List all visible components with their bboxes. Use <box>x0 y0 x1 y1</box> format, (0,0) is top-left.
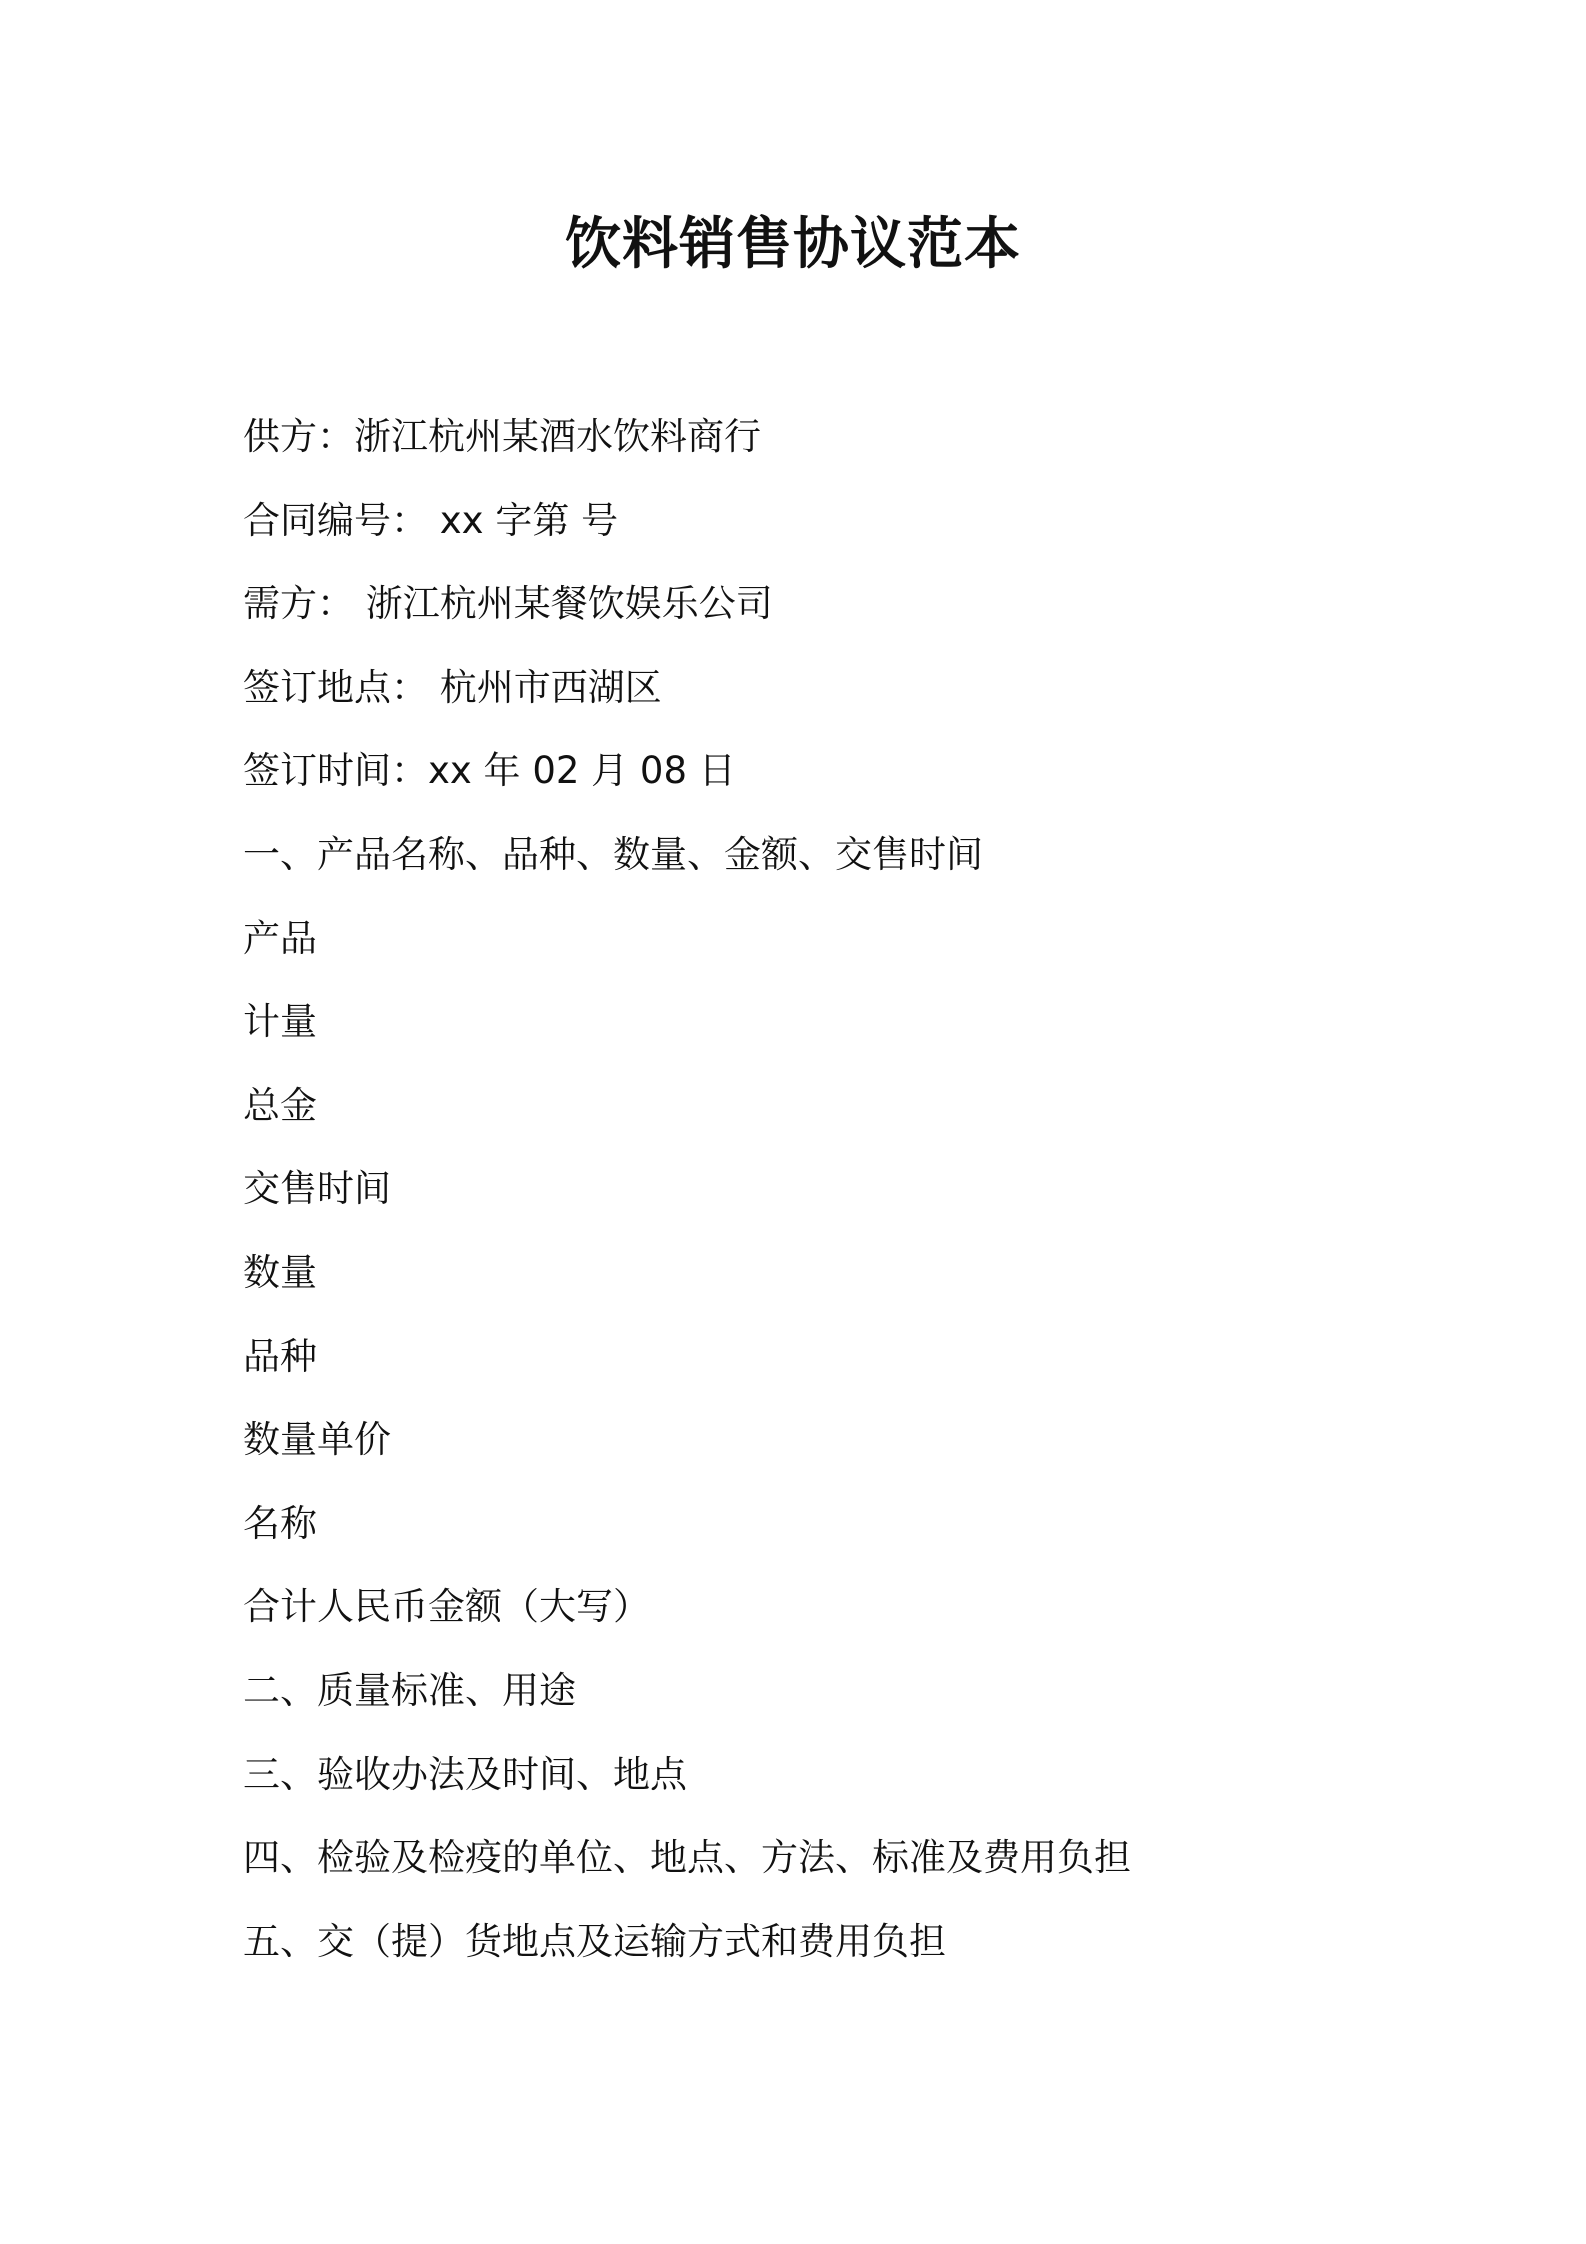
field-label-quantity: 数量 <box>243 1250 317 1294</box>
signing-date-line: 签订时间：xx 年 02 月 08 日 <box>243 749 736 793</box>
contract-number-line: 合同编号： xx 字第 号 <box>243 498 619 542</box>
field-label-total: 总金 <box>243 1083 317 1127</box>
section-heading-4: 四、检验及检疫的单位、地点、方法、标准及费用负担 <box>243 1836 1131 1880</box>
buyer-line: 需方： 浙江杭州某餐饮娱乐公司 <box>243 582 773 626</box>
field-label-unit-price: 数量单价 <box>243 1418 391 1462</box>
signing-place-line: 签订地点： 杭州市西湖区 <box>243 665 662 709</box>
section-heading-1: 一、产品名称、品种、数量、金额、交售时间 <box>243 832 983 876</box>
field-label-name: 名称 <box>243 1501 317 1545</box>
section-heading-3: 三、验收办法及时间、地点 <box>243 1752 687 1796</box>
field-label-product: 产品 <box>243 916 317 960</box>
document-title: 饮料销售协议范本 <box>565 212 1021 277</box>
section-heading-2: 二、质量标准、用途 <box>243 1668 576 1712</box>
field-label-variety: 品种 <box>243 1334 317 1378</box>
field-label-measure: 计量 <box>243 1000 317 1044</box>
supplier-line: 供方：浙江杭州某酒水饮料商行 <box>243 415 761 458</box>
document-body <box>243 402 1443 1990</box>
section-heading-5: 五、交（提）货地点及运输方式和费用负担 <box>243 1919 946 1963</box>
field-label-total-rmb: 合计人民币金额（大写） <box>243 1585 650 1629</box>
field-label-delivery-time: 交售时间 <box>243 1167 391 1211</box>
